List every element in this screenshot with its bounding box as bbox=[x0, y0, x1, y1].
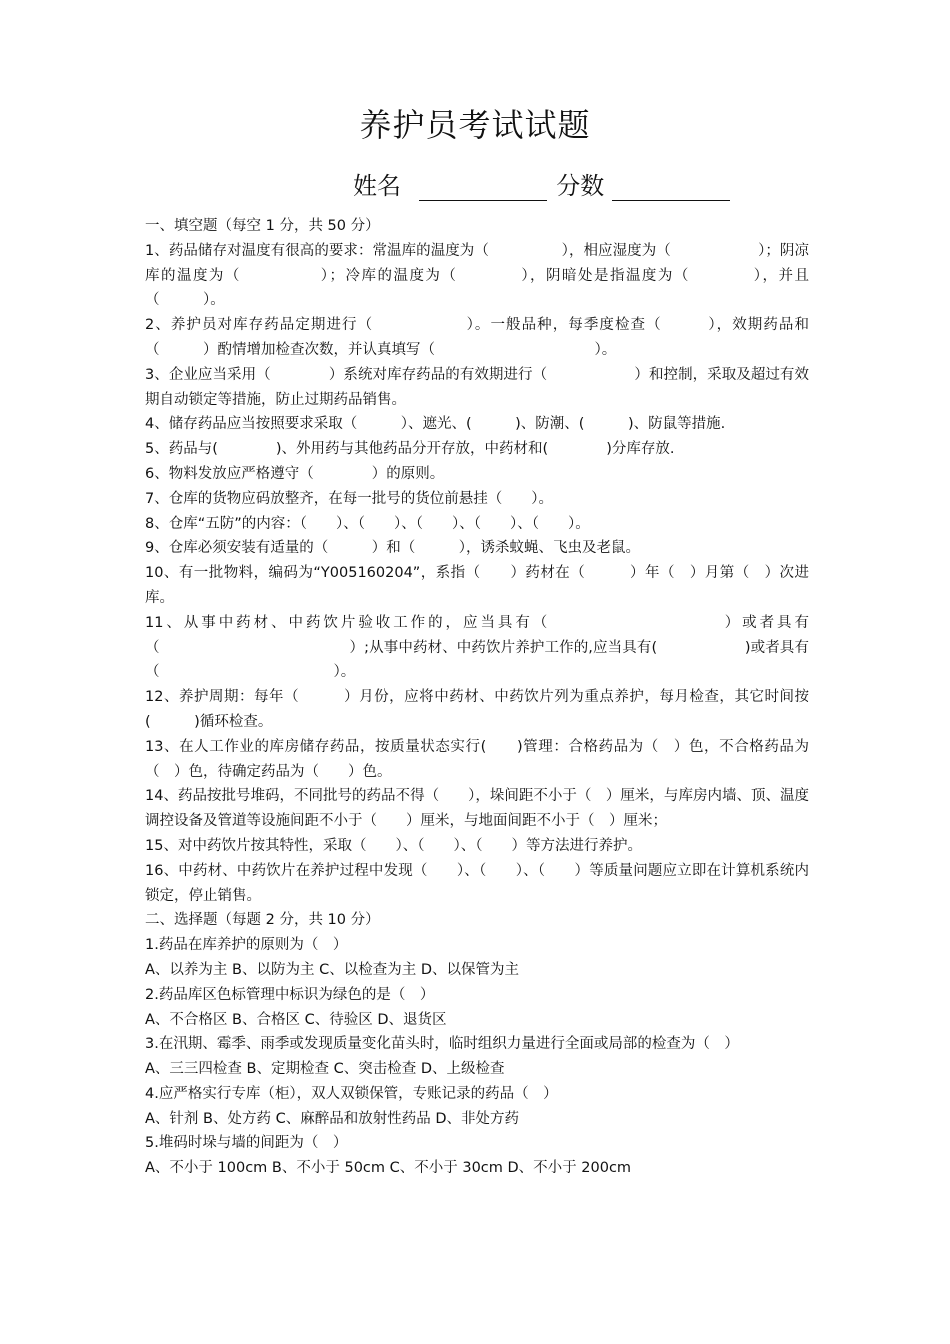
fill-question: 8、仓库“五防”的内容：（ ）、（ ）、（ ）、（ ）、（ ）。 bbox=[145, 515, 590, 532]
fill-question: 2、养护员对库存药品定期进行（ ）。一般品种，每季度检查（ ），效期药品和（ ）酌情增加检查次数，并认真填写（ ）。 bbox=[145, 317, 809, 358]
choice-options: A、三三四检查 B、定期检查 C、突击检查 D、上级检查 bbox=[145, 1061, 505, 1078]
choice-options: A、不合格区 B、合格区 C、待验区 D、退货区 bbox=[145, 1011, 447, 1028]
choice-options: A、不小于 100cm B、不小于 50cm C、不小于 30cm D、不小于 200cm bbox=[145, 1160, 632, 1177]
fill-question: 7、仓库的货物应码放整齐，在每一批号的货位前悬挂（ ）。 bbox=[145, 490, 553, 507]
choice-question: 3.在汛期、霉季、雨季或发现质量变化苗头时，临时组织力量进行全面或局部的检查为（ ） bbox=[145, 1036, 739, 1053]
name-score-bar bbox=[353, 166, 730, 201]
fill-question: 10、有一批物料，编码为“Y005160204”，系指（ ）药材在（ ）年（ ）月第（ ）次进库。 bbox=[145, 565, 809, 606]
choice-question: 4.应严格实行专库（柜），双人双锁保管，专账记录的药品（ ） bbox=[145, 1085, 558, 1102]
page-title: 养护员考试试题 bbox=[359, 106, 591, 144]
fill-question: 3、企业应当采用（ ）系统对库存药品的有效期进行（ ）和控制，采取及超过有效期自动锁定等措施，防止过期药品销售。 bbox=[145, 366, 809, 408]
fill-question: 13、在人工作业的库房储存药品，按质量状态实行( )管理：合格药品为（ ）色，不合格药品为（ ）色，待确定药品为（ ）色。 bbox=[145, 738, 809, 780]
choice-question: 2.药品库区色标管理中标识为绿色的是（ ） bbox=[145, 986, 435, 1003]
name-label: 姓名 bbox=[353, 172, 401, 200]
fill-question: 1、药品储存对温度有很高的要求：常温库的温度为（ ），相应湿度为（ ）；阴凉库的温度为（ ）；冷库的温度为（ ），阴暗处是指温度为（ ），并且（ ）。 bbox=[145, 242, 809, 309]
fill-question: 15、对中药饮片按其特性，采取（ ）、（ ）、（ ）等方法进行养护。 bbox=[145, 837, 642, 854]
section-heading-choice: 二、选择题（每题 2 分，共 10 分） bbox=[145, 912, 380, 929]
choice-question: 5.堆码时垛与墙的间距为（ ） bbox=[145, 1135, 348, 1152]
score-blank[interactable] bbox=[612, 170, 730, 201]
fill-question-list bbox=[145, 239, 809, 909]
fill-question: 16、中药材、中药饮片在养护过程中发现（ ）、（ ）、（ ）等质量问题应立即在计算机系统内锁定，停止销售。 bbox=[145, 862, 809, 904]
fill-question: 14、药品按批号堆码，不同批号的药品不得（ ），垛间距不小于（ ）厘米，与库房内墙、顶、温度调控设备及管道等设施间距不小于（ ）厘米，与地面间距不小于（ ）厘米； bbox=[145, 788, 809, 830]
choice-options: A、以养为主 B、以防为主 C、以检查为主 D、以保管为主 bbox=[145, 961, 519, 978]
section-heading-fill: 一、填空题（每空 1 分，共 50 分） bbox=[145, 218, 380, 234]
choice-question: 1.药品在库养护的原则为（ ） bbox=[145, 937, 348, 954]
name-blank[interactable] bbox=[419, 170, 547, 201]
fill-question: 5、药品与( )、外用药与其他药品分开存放，中药材和( )分库存放. bbox=[145, 441, 675, 458]
fill-question: 12、养护周期：每年（ ）月份，应将中药材、中药饮片列为重点养护，每月检查，其它时间按( )循环检查。 bbox=[145, 689, 809, 730]
fill-question: 4、储存药品应当按照要求采取（ ）、遮光、( )、防潮、( )、防鼠等措施. bbox=[145, 416, 726, 433]
choice-options: A、针剂 B、处方药 C、麻醉品和放射性药品 D、非处方药 bbox=[145, 1110, 519, 1127]
exam-body bbox=[145, 214, 809, 1181]
fill-question: 6、物料发放应严格遵守（ ）的原则。 bbox=[145, 465, 445, 482]
fill-question: 9、仓库必须安装有适量的（ ）和（ ），诱杀蚊蝇、飞虫及老鼠。 bbox=[145, 540, 640, 557]
choice-question-list bbox=[145, 933, 809, 1181]
score-label: 分数 bbox=[556, 172, 605, 200]
fill-question: 11、从事中药材、中药饮片验收工作的，应当具有（ ）或者具有（ ）;从事中药材、中药饮片养护工作的,应当具有( )或者具有（ ）。 bbox=[145, 614, 809, 681]
